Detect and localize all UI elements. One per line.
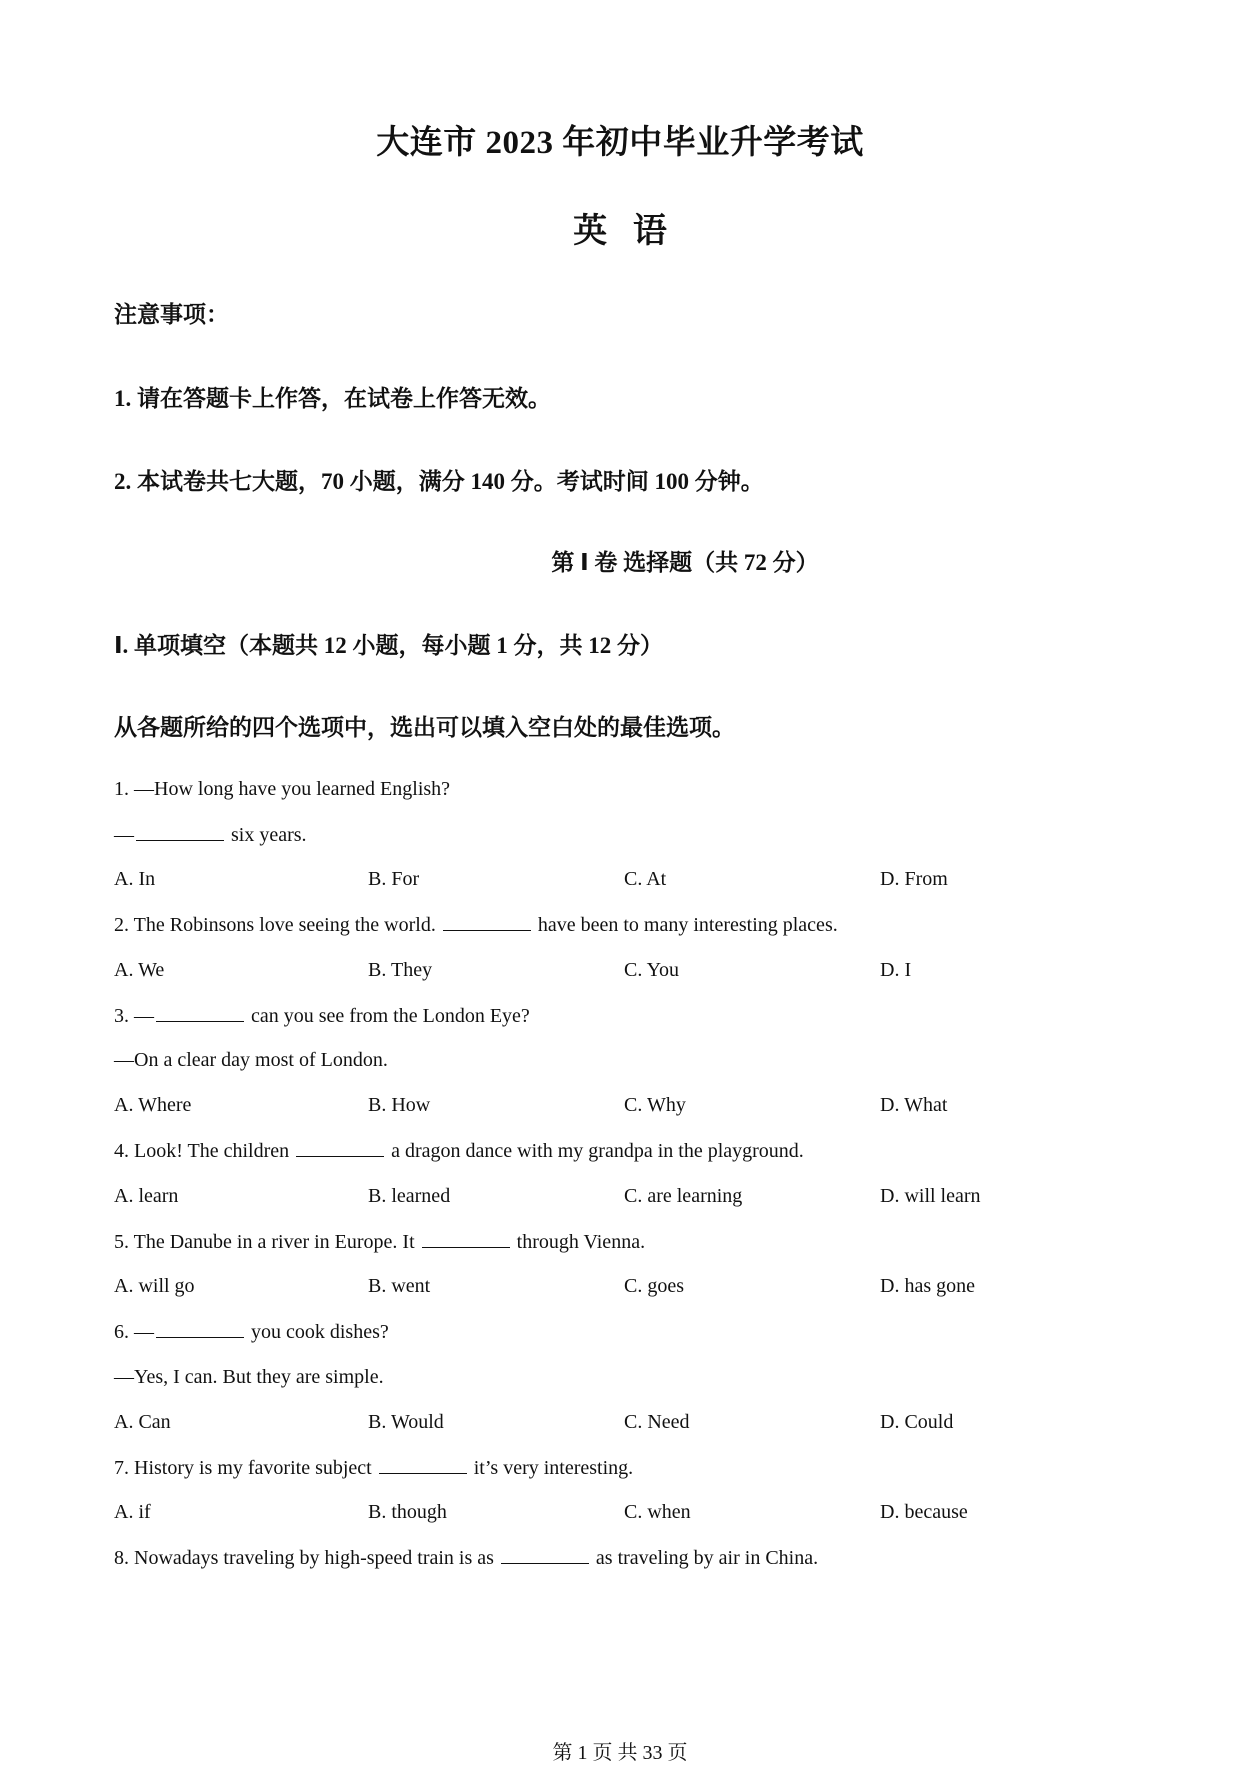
question-4-option-c: C. are learning [624, 1185, 743, 1207]
question-6-option-c: C. Need [624, 1411, 690, 1433]
stem-after: can you see from the London Eye? [246, 1005, 530, 1027]
question-1-option-b: B. For [368, 868, 420, 890]
question-5-option-a: A. will go [114, 1275, 195, 1297]
stem-before: 6. — [114, 1321, 154, 1343]
answer-blank [156, 1004, 244, 1022]
answer-blank [379, 1456, 467, 1474]
question-5-option-b: B. went [368, 1275, 431, 1297]
question-4-option-a: A. learn [114, 1185, 179, 1207]
answer-blank [296, 1139, 384, 1157]
question-5-stem [114, 1230, 645, 1254]
note-item-2: 2. 本试卷共七大题，70 小题，满分 140 分。考试时间 100 分钟。 [114, 469, 764, 494]
question-2-option-b: B. They [368, 959, 433, 981]
question-8-stem [114, 1546, 818, 1570]
question-1-option-a: A. In [114, 868, 156, 890]
section-title: Ⅰ. 单项填空（本题共 12 小题，每小题 1 分，共 12 分） [114, 633, 664, 658]
question-6-stem [114, 1320, 389, 1344]
stem-before: 2. The Robinsons love seeing the world. [114, 914, 441, 936]
answer-text: six years. [226, 824, 307, 846]
answer-blank [443, 913, 531, 931]
question-2-option-d: D. I [880, 959, 912, 981]
stem-before: 7. History is my favorite subject [114, 1457, 377, 1479]
question-4-option-d: D. will learn [880, 1185, 981, 1207]
stem-before: 3. — [114, 1005, 154, 1027]
answer-blank [422, 1230, 510, 1248]
stem-after: have been to many interesting places. [532, 914, 838, 936]
question-3-option-d: D. What [880, 1094, 948, 1116]
question-5-option-c: C. goes [624, 1275, 684, 1297]
question-4-option-b: B. learned [368, 1185, 451, 1207]
section-instruction: 从各题所给的四个选项中，选出可以填入空白处的最佳选项。 [114, 715, 735, 741]
question-7-option-b: B. though [368, 1501, 447, 1523]
note-item-1: 1. 请在答题卡上作答，在试卷上作答无效。 [114, 386, 551, 411]
question-7-option-c: C. when [624, 1501, 691, 1523]
page-number: 第 1 页 共 33 页 [552, 1742, 688, 1764]
question-3-stem [114, 1004, 530, 1028]
stem-after: as traveling by air in China. [590, 1547, 819, 1569]
stem-after: it’s very interesting. [468, 1457, 634, 1479]
part-title: 第 Ⅰ 卷 选择题（共 72 分） [551, 550, 819, 575]
question-5-option-d: D. has gone [880, 1275, 975, 1297]
stem-before: 4. Look! The children [114, 1140, 295, 1162]
question-1-stem: 1. —How long have you learned English? [114, 778, 451, 800]
question-4-stem [114, 1139, 804, 1163]
exam-subject: 英 语 [573, 211, 667, 251]
stem-before: 5. The Danube in a river in Europe. It [114, 1231, 420, 1253]
stem-before: 8. Nowadays traveling by high-speed train is as [114, 1547, 499, 1569]
stem-after: through Vienna. [511, 1231, 646, 1253]
question-3-option-b: B. How [368, 1094, 431, 1116]
question-1-answer-line [114, 823, 307, 847]
question-2-option-a: A. We [114, 959, 165, 981]
answer-blank [156, 1320, 244, 1338]
question-6-option-d: D. Could [880, 1411, 954, 1433]
question-3-option-a: A. Where [114, 1094, 192, 1116]
answer-blank [501, 1546, 589, 1564]
question-1-option-d: D. From [880, 868, 948, 890]
dash: — [114, 824, 134, 846]
exam-title: 大连市 2023 年初中毕业升学考试 [376, 125, 864, 161]
stem-after: you cook dishes? [246, 1321, 389, 1343]
question-7-option-a: A. if [114, 1501, 151, 1523]
question-6-answer-line: —Yes, I can. But they are simple. [114, 1366, 384, 1388]
question-6-option-b: B. Would [368, 1411, 444, 1433]
question-3-answer-line: —On a clear day most of London. [114, 1049, 388, 1071]
question-6-option-a: A. Can [114, 1411, 171, 1433]
question-3-option-c: C. Why [624, 1094, 686, 1116]
question-1-option-c: C. At [624, 868, 667, 890]
question-7-option-d: D. because [880, 1501, 968, 1523]
stem-after: a dragon dance with my grandpa in the playground. [386, 1140, 804, 1162]
question-2-option-c: C. You [624, 959, 680, 981]
question-2-stem [114, 913, 838, 937]
notes-heading: 注意事项： [114, 302, 229, 328]
answer-blank [136, 823, 224, 841]
question-7-stem [114, 1456, 633, 1480]
